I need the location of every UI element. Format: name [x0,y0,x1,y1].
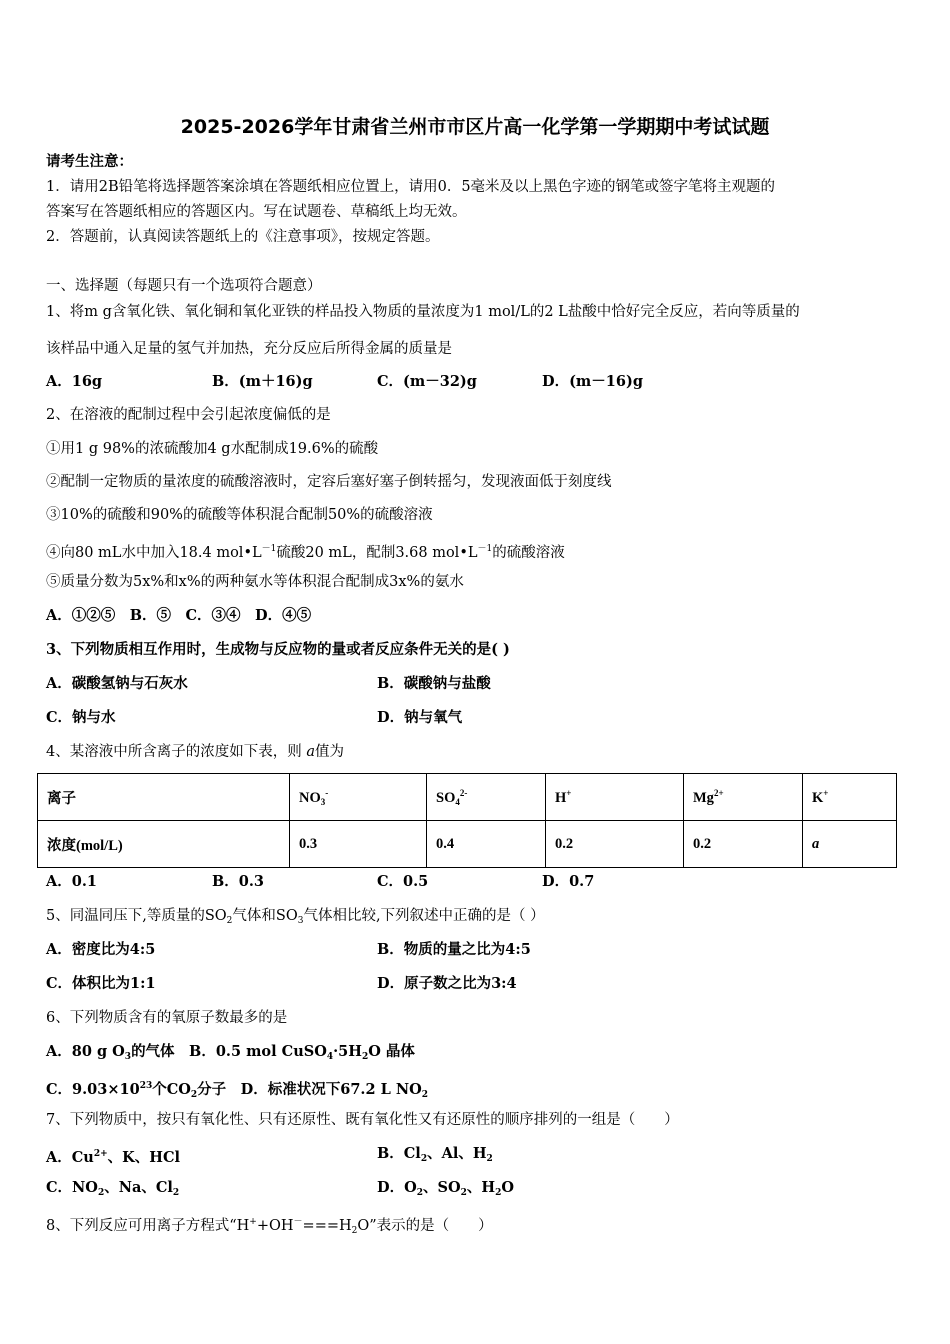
table-cell: 0.2 [684,821,803,868]
q3-option-c: C．钠与水 [46,709,116,726]
q7-stem: 7、下列物质中，按只有氧化性、只有还原性、既有氧化性又有还原性的顺序排列的一组是（ ） [46,1112,679,1128]
q8-stem: 8、下列反应可用离子方程式“$H^++OH^-===H_2O$”表示的是（ ） [46,1217,493,1236]
table-row [38,774,897,821]
q5-option-c: C．体积比为1:1 [46,975,156,992]
table-cell: 0.3 [290,821,427,868]
q5-option-d: D．原子数之比为3:4 [377,975,517,992]
q1-option-c: C．(m－32)g [377,373,477,390]
table-cell: H+ [546,774,684,821]
table-cell: 0.4 [427,821,546,868]
table-cell: a [803,821,897,868]
ion-concentration-table [37,773,897,868]
q4-option-b: B．0.3 [212,873,264,890]
section-heading: 一、选择题（每题只有一个选项符合题意） [46,278,322,294]
q2-stem: 2、在溶液的配制过程中会引起浓度偏低的是 [46,407,331,423]
q7-option-b: B．$Cl_2$、Al、$H_2$ [377,1145,493,1164]
q2-statement-2: ②配制一定物质的量浓度的硫酸溶液时，定容后塞好塞子倒转摇匀，发现液面低于刻度线 [46,474,612,490]
q5-option-a: A．密度比为4:5 [46,941,156,958]
notice-line-2: 答案写在答题纸相应的答题区内。写在试题卷、草稿纸上均无效。 [46,204,467,220]
q7-option-c: C．$NO_2$、Na、$Cl_2$ [46,1179,180,1198]
q3-option-d: D．钠与氧气 [377,709,463,726]
q1-stem-line2: 该样品中通入足量的氢气并加热，充分反应后所得金属的质量是 [46,341,452,357]
q3-stem: 3、下列物质相互作用时，生成物与反应物的量或者反应条件无关的是( ) [46,641,510,658]
q6-options-cd: C．$9.03\times 10^{23}$个$CO_2$分子 D．标准状况下67.2 L $NO_2$ [46,1081,428,1100]
q3-option-a: A．碳酸氢钠与石灰水 [46,675,188,692]
notice-line-1: 1．请用2B铅笔将选择题答案涂填在答题纸相应位置上，请用0．5毫米及以上黑色字迹的钢笔或签字笔将主观题的 [46,179,776,195]
table-cell: $SO_4^{2-}$ [427,774,546,821]
table-row [38,821,897,868]
q5-option-b: B．物质的量之比为4:5 [377,941,531,958]
q7-option-d: D．$O_2$、$SO_2$、$H_2O$ [377,1179,514,1198]
page-title: 2025-2026学年甘肃省兰州市市区片高一化学第一学期期中考试试题 [180,116,770,138]
notice-line-3: 2．答题前，认真阅读答题纸上的《注意事项》，按规定答题。 [46,229,440,245]
q2-statement-5: ⑤质量分数为5x%和x%的两种氨水等体积混合配制成3x%的氨水 [46,574,464,590]
q2-statement-3: ③10%的硫酸和90%的硫酸等体积混合配制50%的硫酸溶液 [46,507,433,523]
q5-stem: 5、同温同压下,等质量的$SO_2$气体和$SO_3$气体相比较,下列叙述中正确的是（ ） [46,908,545,926]
q6-stem: 6、下列物质含有的氧原子数最多的是 [46,1010,288,1026]
table-cell: 浓度(mol/L) [38,821,290,868]
table-cell: $NO_3^-$ [290,774,427,821]
q1-option-b: B．(m＋16)g [212,373,313,390]
q4-option-d: D．0.7 [542,873,595,890]
q7-option-a: A．$Cu^{2+}$、K、HCl [46,1149,181,1166]
q4-option-c: C．0.5 [377,873,429,890]
q2-statement-4: ④向80 mL水中加入18.4 $mol•L^{-1}$硫酸20 mL，配制3.68 $mol•L^{-1}$的硫酸溶液 [46,544,565,561]
table-cell: $Mg^{2+}$ [684,774,803,821]
q4-stem: 4、某溶液中所含离子的浓度如下表，则 a值为 [46,744,344,760]
q1-stem-line1: 1、将m g含氧化铁、氧化铜和氧化亚铁的样品投入物质的量浓度为1 mol/L的2 L盐酸中恰好完全反应，若向等质量的 [46,304,800,320]
table-cell: K+ [803,774,897,821]
q4-option-a: A．0.1 [46,873,97,890]
q2-statement-1: ①用1 g 98%的浓硫酸加4 g水配制成19.6%的硫酸 [46,441,379,457]
q3-option-b: B．碳酸钠与盐酸 [377,675,491,692]
q6-options-ab: A．80 g $O_3$的气体 B．0.5 mol $CuSO_4\cdot 5H_2O$ 晶体 [46,1043,415,1062]
table-cell: 离子 [38,774,290,821]
table-cell: 0.2 [546,821,684,868]
q2-options: A．①②⑤ B．⑤ C．③④ D．④⑤ [46,607,312,624]
q1-option-d: D．(m－16)g [542,373,643,390]
notice-heading: 请考生注意： [46,153,133,170]
q1-option-a: A．16g [46,373,103,390]
